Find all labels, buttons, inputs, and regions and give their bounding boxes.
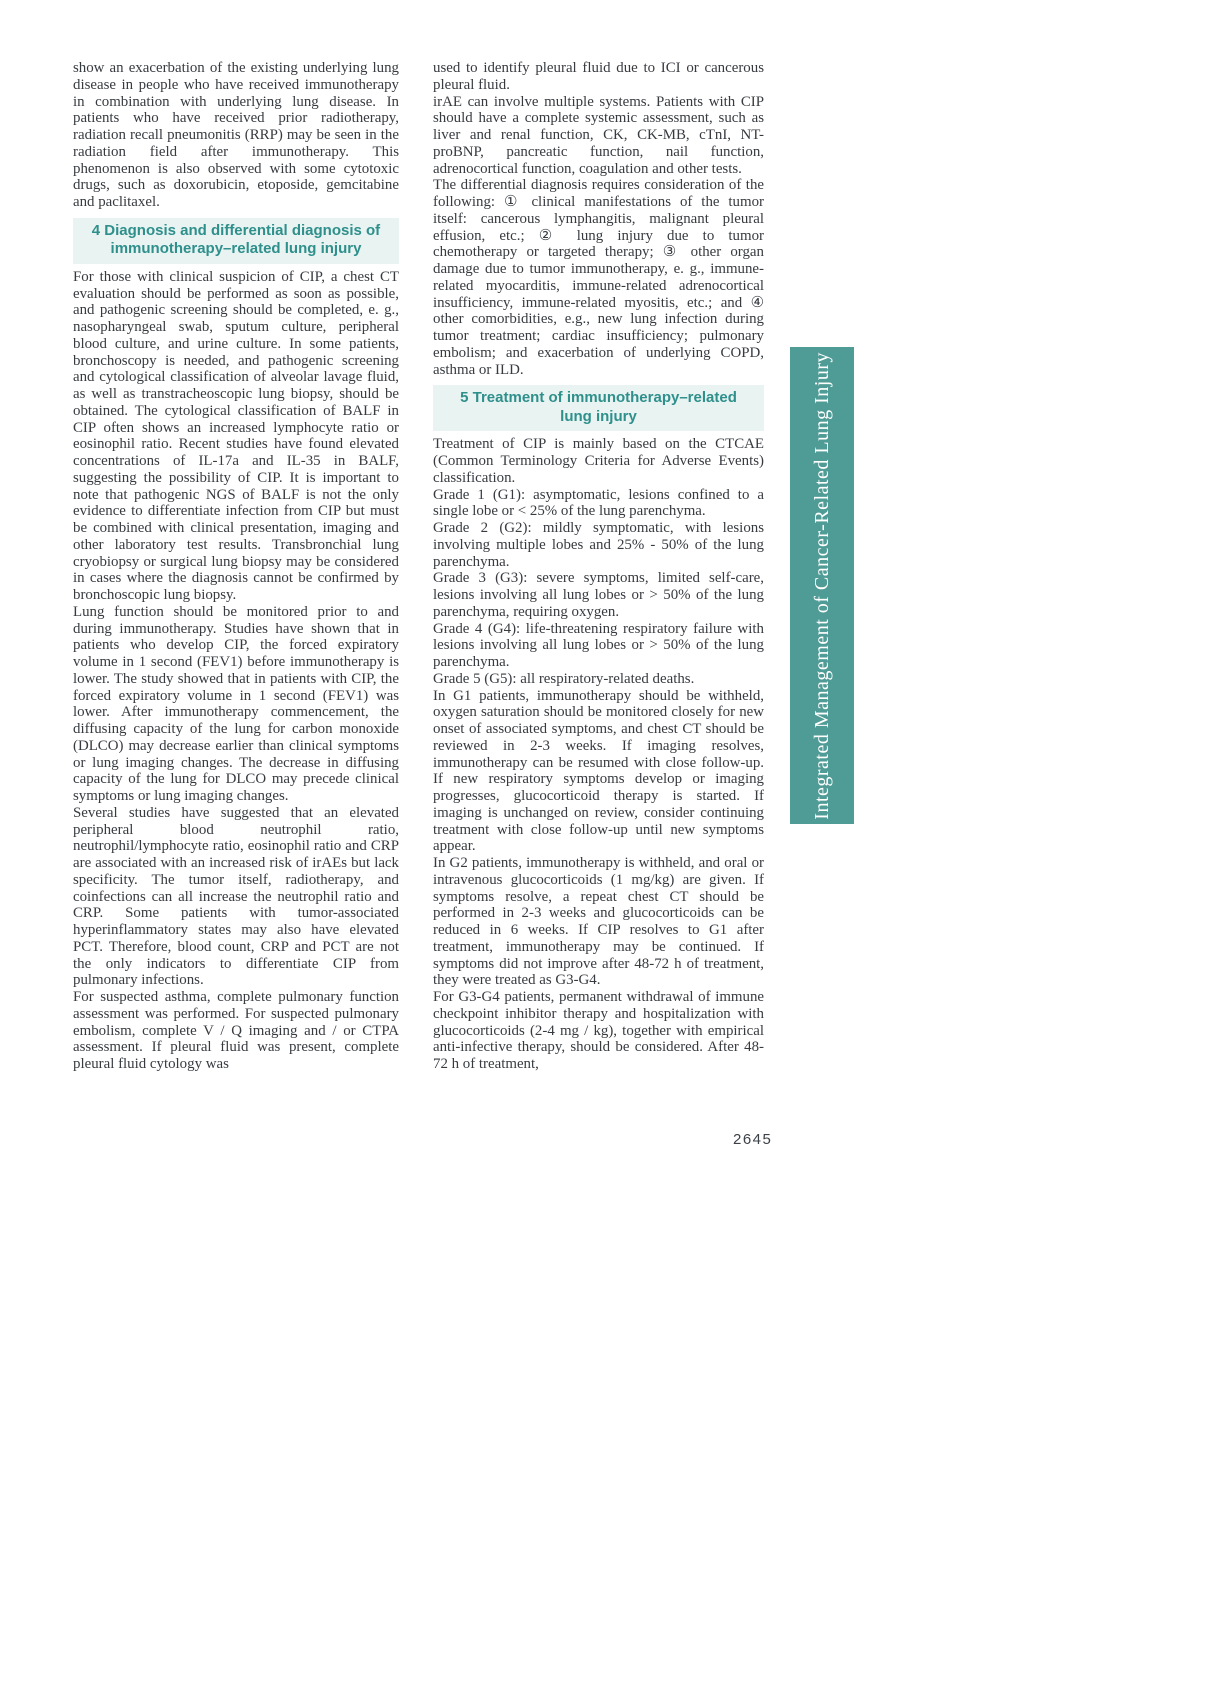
paragraph-ctcae: Treatment of CIP is mainly based on the CTCAE (Common Terminology Criteria for Adverse Events) classification.: [433, 436, 764, 486]
paragraph-grade-4: Grade 4 (G4): life-threatening respiratory failure with lesions involving all lung lobes or > 50% of the lung parenchyma.: [433, 620, 764, 670]
paragraph-pleural: used to identify pleural fluid due to ICI or cancerous pleural fluid.: [433, 60, 764, 93]
section-heading-4: 4 Diagnosis and differential diagnosis of immunotherapy–related lung injury: [73, 218, 399, 264]
paragraph-differential: The differential diagnosis requires consideration of the following: ① clinical manifestations of the tumor itself: cancerous lymphangitis, malignant pleural effusion, etc.; ② lung injury due to tumor chemotherapy or targeted therapy; ③ other organ damage due to tumor immunotherapy, e. g., immune-related myocarditis, immune-related adrenocortical insufficiency, immune-related myositis, etc.; and ④ other comorbidities, e.g., new lung infection during tumor treatment; cardiac insufficiency; pulmonary embolism; and exacerbation of underlying COPD, asthma or ILD.: [433, 177, 764, 378]
paragraph-diagnosis: For those with clinical suspicion of CIP, a chest CT evaluation should be performed as soon as possible, and pathogenic screening should be completed, e. g., nasopharyngeal swab, sputum culture, peripheral blood culture, and urine culture. In some patients, bronchoscopy is needed, and pathogenic screening and cytological classification of alveolar lavage fluid, as well as transtracheoscopic lung biopsy, should be obtained. The cytological classification of BALF in CIP often shows an increased lymphocyte ratio or eosinophil ratio. Recent studies have found elevated concentrations of IL-17a and IL-35 in BALF, suggesting the possibility of CIP. It is important to note that pathogenic NGS of BALF is not the only evidence to differentiate infection from CIP but must be combined with clinical presentation, imaging and other laboratory test results. Transbronchial lung cryobiopsy or surgical lung biopsy may be considered in cases where the diagnosis cannot be confirmed by bronchoscopic lung biopsy.: [73, 268, 399, 603]
paragraph-irae: irAE can involve multiple systems. Patients with CIP should have a complete systemic assessment, such as liver and renal function, CK, CK-MB, cTnI, NT-proBNP, pancreatic function, nail function, adrenocortical function, coagulation and other tests.: [433, 93, 764, 177]
sidebar-banner: [790, 347, 854, 824]
left-column: [73, 60, 399, 1073]
paragraph-asthma: For suspected asthma, complete pulmonary function assessment was performed. For suspected pulmonary embolism, complete V / Q imaging and / or CTPA assessment. If pleural fluid was present, complete pleural fluid cytology was: [73, 989, 399, 1072]
page-number: 2645: [733, 1131, 773, 1148]
paragraph-lung-function: Lung function should be monitored prior to and during immunotherapy. Studies have shown that in patients who develop CIP, the forced expiratory volume in 1 second (FEV1) before immunotherapy is lower. The study showed that in patients with CIP, the forced expiratory volume in 1 second (FEV1) was lower. After immunotherapy commencement, the diffusing capacity of the lung for carbon monoxide (DLCO) may decrease earlier than clinical symptoms or lung imaging changes. The decrease in diffusing capacity of the lung for DLCO may precede clinical symptoms or lung imaging changes.: [73, 603, 399, 804]
section-heading-5: 5 Treatment of immunotherapy–related lung injury: [433, 385, 764, 431]
paragraph-g2-management: In G2 patients, immunotherapy is withheld, and oral or intravenous glucocorticoids (1 mg/kg) are given. If symptoms resolve, a repeat chest CT should be performed in 2-3 weeks and glucocorticoids can be reduced in 6 weeks. If CIP resolves to G1 after treatment, immunotherapy may be continued. If symptoms did not improve after 48-72 h of treatment, they were treated as G3-G4.: [433, 855, 764, 989]
paragraph-grade-2: Grade 2 (G2): mildly symptomatic, with lesions involving multiple lobes and 25% - 50% of the lung parenchyma.: [433, 520, 764, 570]
sidebar-title: Integrated Management of Cancer-Related Lung Injury: [810, 351, 833, 820]
paragraph-g3g4-management: For G3-G4 patients, permanent withdrawal of immune checkpoint inhibitor therapy and hospitalization with glucocorticoids (2-4 mg / kg), together with empirical anti-infective therapy, should be considered. After 48-72 h of treatment,: [433, 989, 764, 1072]
paragraph-grade-1: Grade 1 (G1): asymptomatic, lesions confined to a single lobe or < 25% of the lung parenchyma.: [433, 486, 764, 520]
paragraph-intro: show an exacerbation of the existing underlying lung disease in people who have received immunotherapy in combination with underlying lung disease. In patients who have received prior radiotherapy, radiation recall pneumonitis (RRP) may be seen in the radiation field after immunotherapy. This phenomenon is also observed with some cytotoxic drugs, such as doxorubicin, etoposide, gemcitabine and paclitaxel.: [73, 60, 399, 210]
paragraph-g1-management: In G1 patients, immunotherapy should be withheld, oxygen saturation should be monitored closely for new onset of associated symptoms, and chest CT should be reviewed in 2-3 weeks. If imaging resolves, immunotherapy can be resumed with close follow-up. If new respiratory symptoms develop or imaging progresses, glucocorticoid therapy is started. If imaging is unchanged on review, consider continuing treatment with close follow-up until new symptoms appear.: [433, 687, 764, 855]
paragraph-grade-3: Grade 3 (G3): severe symptoms, limited self-care, lesions involving all lung lobes or > 50% of the lung parenchyma, requiring oxygen.: [433, 570, 764, 620]
right-column: [433, 60, 764, 1073]
paragraph-biomarkers: Several studies have suggested that an elevated peripheral blood neutrophil ratio, neutrophil/lymphocyte ratio, eosinophil ratio and CRP are associated with an increased risk of irAEs but lack specificity. The tumor itself, radiotherapy, and coinfections can all increase the neutrophil ratio and CRP. Some patients with tumor-associated hyperinflammatory states may also have elevated PCT. Therefore, blood count, CRP and PCT are not the only indicators to differentiate CIP from pulmonary infections.: [73, 804, 399, 989]
paragraph-grade-5: Grade 5 (G5): all respiratory-related deaths.: [433, 670, 695, 687]
